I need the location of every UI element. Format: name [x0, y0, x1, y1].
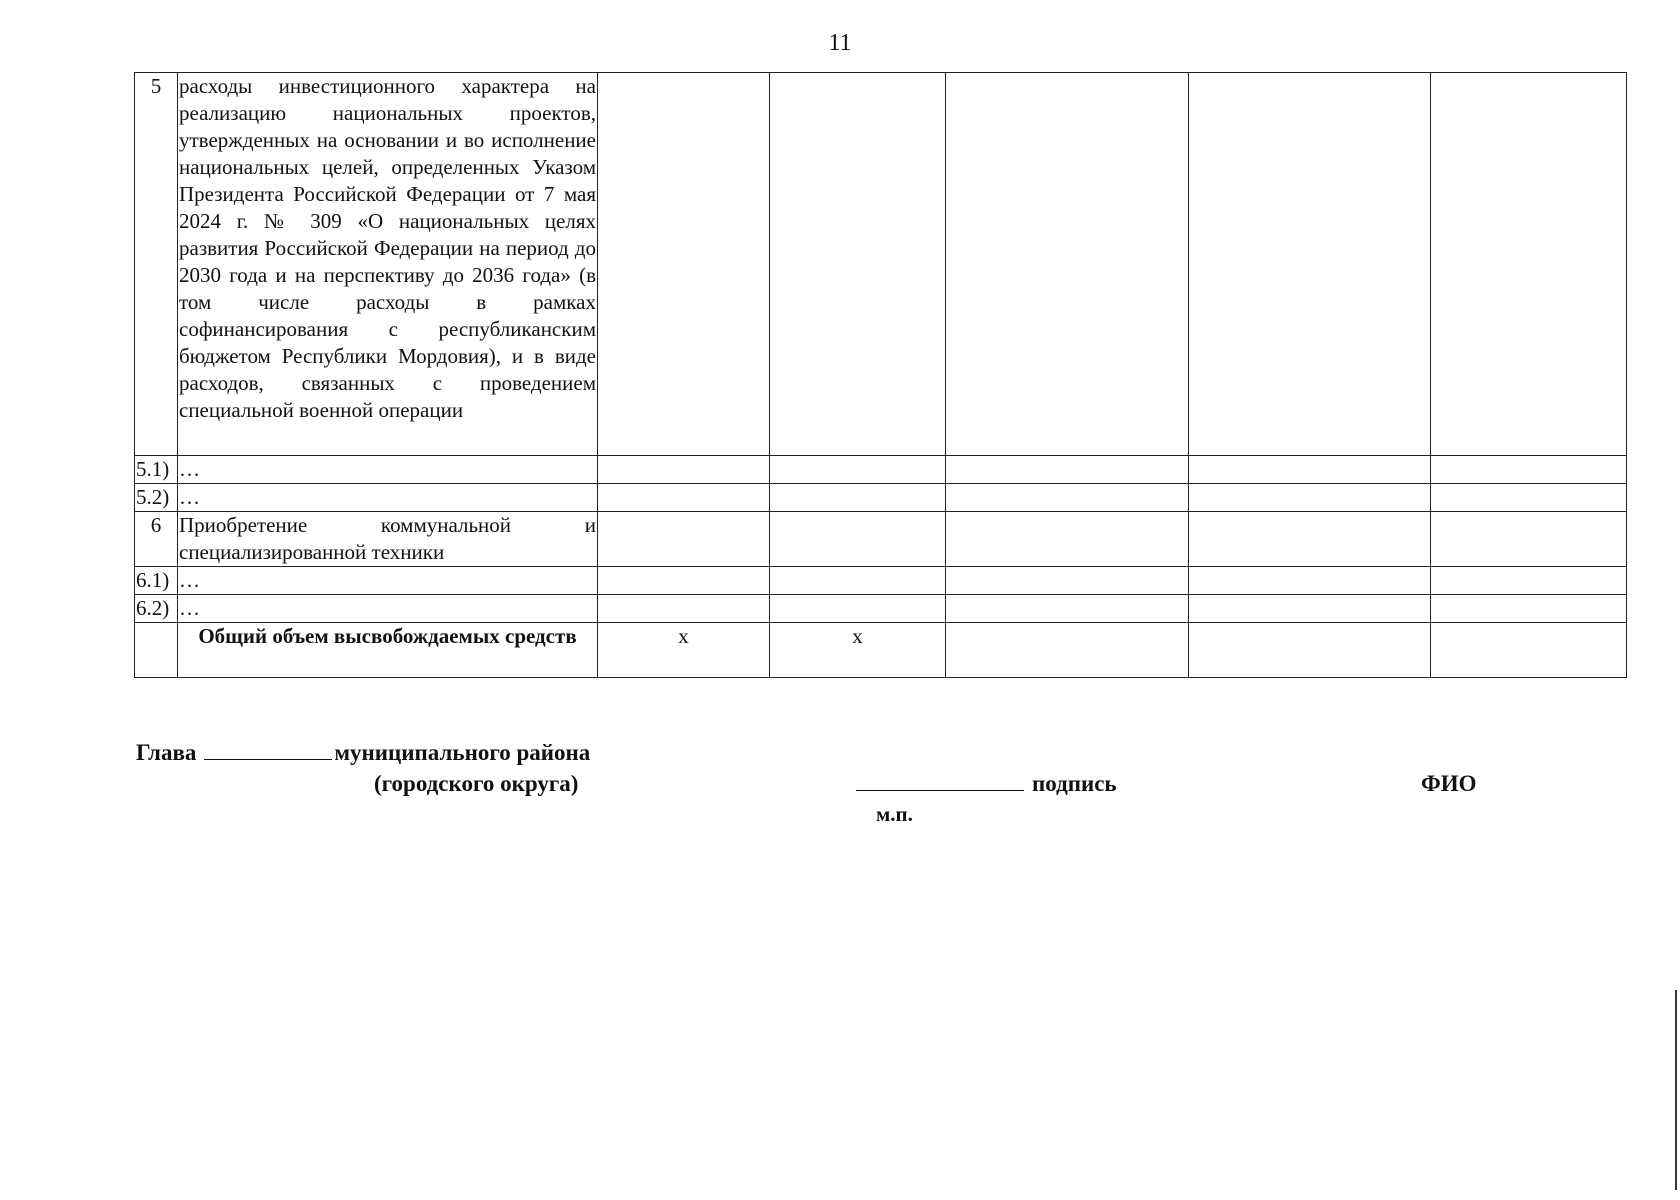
- table-cell: [946, 512, 1189, 567]
- table-cell: [770, 595, 946, 623]
- table-cell: [135, 623, 178, 678]
- row-name: Приобретение коммунальной и специализированной техники: [178, 512, 598, 567]
- signature-blank-line: [856, 772, 1024, 791]
- table-cell: [598, 73, 770, 456]
- row-name: …: [178, 484, 598, 512]
- table-cell: [1431, 512, 1627, 567]
- table-cell: [946, 484, 1189, 512]
- total-x-mark: х: [598, 623, 770, 678]
- row-number: 5: [135, 73, 178, 456]
- table-cell: [1431, 73, 1627, 456]
- total-x-mark: х: [770, 623, 946, 678]
- funds-table: [134, 72, 1627, 678]
- table-cell: [1189, 623, 1431, 678]
- table-row: [135, 567, 1627, 595]
- total-label: Общий объем высвобождаемых средств: [178, 623, 598, 678]
- table-row: [135, 512, 1627, 567]
- table-cell: [770, 512, 946, 567]
- table-cell: [770, 456, 946, 484]
- page-number: 11: [828, 30, 852, 56]
- table-cell: [1189, 512, 1431, 567]
- table-row: [135, 456, 1627, 484]
- table-cell: [1189, 567, 1431, 595]
- table-row: [135, 484, 1627, 512]
- table-row: [135, 73, 1627, 456]
- table-cell: [1431, 567, 1627, 595]
- scan-edge-line: [1675, 990, 1677, 1190]
- table-cell: [1189, 484, 1431, 512]
- district-label: муниципального района: [334, 740, 591, 765]
- table-cell: [598, 567, 770, 595]
- stamp-place-label: м.п.: [876, 802, 913, 826]
- table-cell: [1189, 456, 1431, 484]
- row-number: 6.2): [135, 595, 178, 623]
- table-cell: [946, 567, 1189, 595]
- podpis-label: подпись: [1032, 771, 1117, 796]
- row-number: 5.1): [135, 456, 178, 484]
- table-cell: [770, 567, 946, 595]
- blank-line: [204, 741, 332, 760]
- signature-head-line: [136, 740, 590, 766]
- table-cell: [946, 73, 1189, 456]
- table-row: [135, 595, 1627, 623]
- table-cell: [598, 456, 770, 484]
- table-cell: [1431, 623, 1627, 678]
- row-name: …: [178, 456, 598, 484]
- glava-label: Глава: [136, 740, 197, 765]
- table-cell: [946, 456, 1189, 484]
- row-name: расходы инвестиционного характера на реализацию национальных проектов, утвержденных на основании и во исполнение национальных целей, определенных Указом Президента Российской Федерации от 7 мая 2024 г. № 309 «О национальных целях развития Российской Федерации на период до 2030 года и на перспективу до 2036 года» (в том числе расходы в рамках софинансирования с республиканским бюджетом Республики Мордовия), и в виде расходов, связанных с проведением специальной военной операции: [178, 73, 598, 456]
- table-cell: [1431, 595, 1627, 623]
- table-cell: [946, 623, 1189, 678]
- table-cell: [1189, 595, 1431, 623]
- table-cell: [770, 484, 946, 512]
- row-number: 5.2): [135, 484, 178, 512]
- signature-field: [856, 771, 1117, 797]
- table-cell: [770, 73, 946, 456]
- table-cell: [598, 595, 770, 623]
- row-name: …: [178, 595, 598, 623]
- table-cell: [1431, 484, 1627, 512]
- table-cell: [946, 595, 1189, 623]
- row-name: …: [178, 567, 598, 595]
- row-number: 6.1): [135, 567, 178, 595]
- table-cell: [1431, 456, 1627, 484]
- table-cell: [598, 484, 770, 512]
- okrug-label: (городского округа): [374, 771, 579, 796]
- table-cell: [1189, 73, 1431, 456]
- fio-label: ФИО: [1421, 771, 1477, 796]
- table-cell: [598, 512, 770, 567]
- total-row: [135, 623, 1627, 678]
- row-number: 6: [135, 512, 178, 567]
